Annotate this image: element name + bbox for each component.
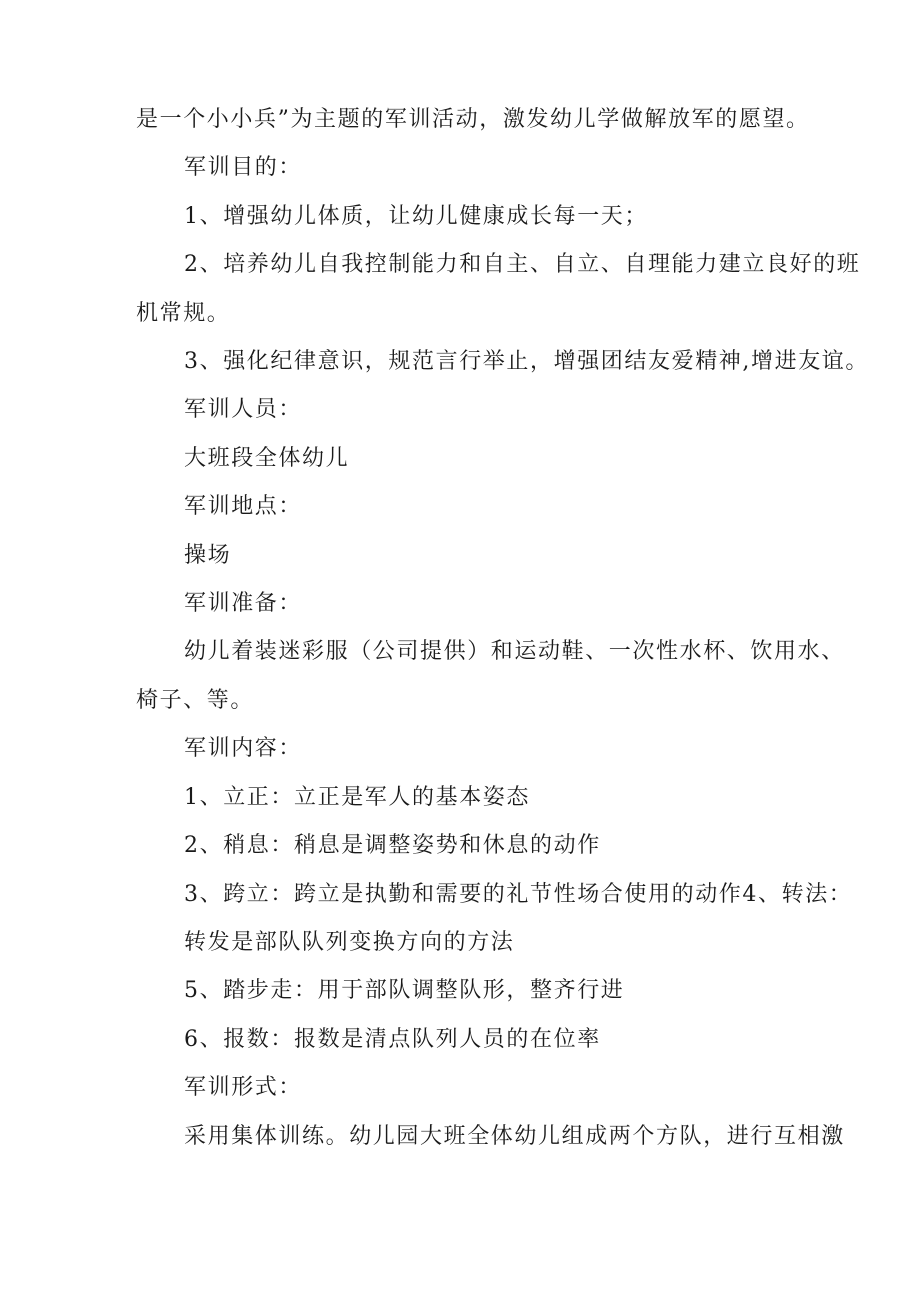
list-item: 1、立正：立正是军人的基本姿态	[184, 784, 530, 810]
list-item: 3、强化纪律意识，规范言行举止，增强团结友爱精神,增进友谊。	[184, 349, 869, 375]
list-item: 2、培养幼儿自我控制能力和自主、自立、自理能力建立良好的班	[184, 252, 861, 278]
list-item: 3、跨立：跨立是执勤和需要的礼节性场合使用的动作4、转法：	[184, 881, 853, 907]
section-heading-location: 军训地点：	[184, 494, 303, 520]
text-line: 操场	[184, 542, 232, 568]
text-line: 幼儿着装迷彩服（公司提供）和运动鞋、一次性水杯、饮用水、	[184, 639, 845, 665]
section-heading-purpose: 军训目的：	[184, 155, 303, 181]
text-line: 机常规。	[136, 300, 231, 326]
list-item: 2、稍息：稍息是调整姿势和休息的动作	[184, 833, 601, 859]
text-line: 椅子、等。	[136, 687, 255, 713]
list-item: 6、报数：报数是清点队列人员的在位率	[184, 1026, 601, 1052]
list-item: 1、增强幼儿体质，让幼儿健康成长每一天；	[184, 203, 648, 229]
list-item: 5、踏步走：用于部队调整队形，整齐行进	[184, 978, 625, 1004]
text-line: 采用集体训练。幼儿园大班全体幼儿组成两个方队，进行互相激	[184, 1123, 845, 1149]
text-line: 大班段全体幼儿	[184, 445, 350, 471]
document-body	[136, 96, 869, 1161]
section-heading-personnel: 军训人员：	[184, 397, 303, 423]
section-heading-format: 军训形式：	[184, 1075, 303, 1101]
text-line: 是一个小小兵”为主题的军训活动，激发幼儿学做解放军的愿望。	[136, 107, 810, 132]
section-heading-preparation: 军训准备：	[184, 591, 303, 617]
section-heading-content: 军训内容：	[184, 736, 303, 762]
text-line: 转发是部队队列变换方向的方法	[184, 929, 515, 955]
